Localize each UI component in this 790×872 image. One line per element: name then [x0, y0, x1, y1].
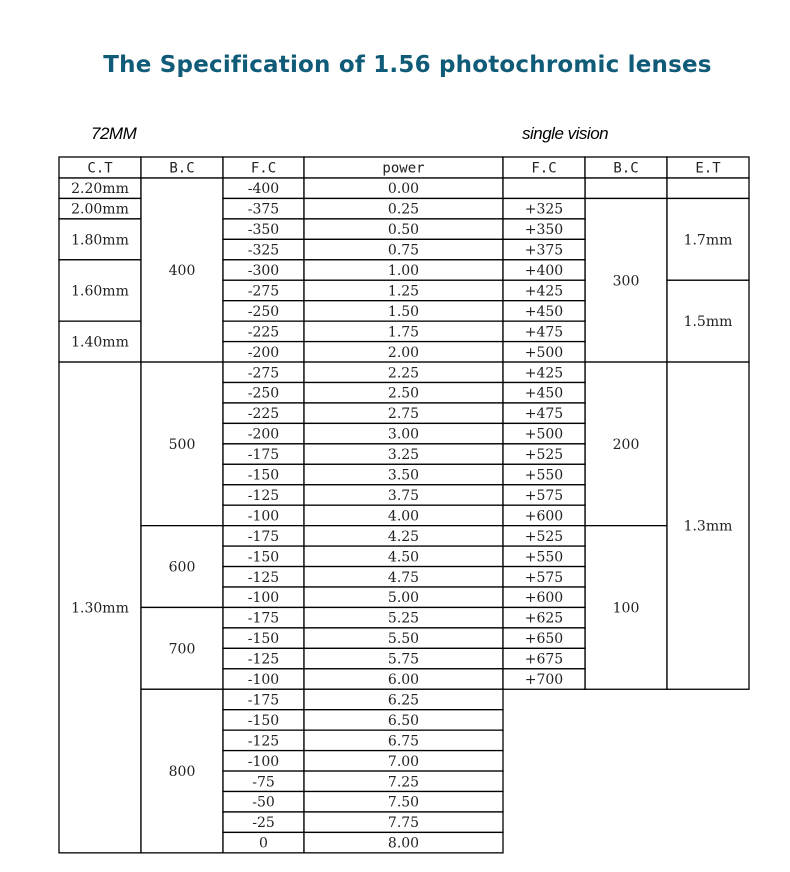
fc-left-value: -25	[252, 815, 275, 832]
bc-right-value-cell	[585, 178, 667, 198]
fc-right-value: +500	[524, 344, 564, 361]
power-value: 1.50	[387, 303, 420, 320]
fc-left-value: -400	[247, 181, 280, 198]
fc-left-value: -100	[247, 508, 280, 525]
power-value: 5.50	[387, 631, 420, 648]
fc-left-value: -200	[247, 344, 280, 361]
fc-left-value: -250	[247, 385, 280, 402]
fc-left-value: -175	[247, 610, 280, 627]
fc-right-value: +475	[524, 406, 564, 423]
fc-right-value: +500	[524, 426, 564, 443]
fc-left-value: -175	[247, 692, 280, 709]
fc-left-value: -100	[247, 672, 280, 689]
power-value: 8.00	[387, 835, 420, 852]
power-value: 6.00	[387, 672, 420, 689]
size-label: 72MM	[91, 124, 137, 143]
bc-left-value: 400	[168, 263, 196, 280]
fc-right-value: +600	[524, 508, 564, 525]
power-value: 3.50	[387, 467, 420, 484]
ct-value: 2.20mm	[71, 181, 129, 198]
header-fc-right: F.C	[531, 160, 557, 177]
fc-right-value: +525	[524, 528, 564, 545]
fc-left-value: 0	[259, 835, 268, 852]
fc-right-value: +425	[524, 283, 564, 300]
fc-right-value: +550	[524, 467, 564, 484]
fc-left-value: -175	[247, 528, 280, 545]
fc-right-value: +475	[524, 324, 564, 341]
fc-right-value: +375	[524, 242, 564, 259]
et-value: 1.7mm	[683, 232, 733, 249]
power-value: 3.25	[387, 447, 420, 464]
fc-right-value: +550	[524, 549, 564, 566]
header-et: E.T	[695, 160, 721, 177]
bc-right-value: 300	[612, 273, 640, 290]
fc-left-value: -325	[247, 242, 280, 259]
fc-left-value: -150	[247, 467, 280, 484]
power-value: 6.75	[387, 733, 420, 750]
fc-left-value: -100	[247, 753, 280, 770]
header-bc-right: B.C	[613, 160, 639, 177]
fc-left-value: -300	[247, 263, 280, 280]
power-value: 7.00	[387, 753, 420, 770]
power-value: 7.75	[387, 815, 420, 832]
power-value: 0.00	[387, 181, 420, 198]
fc-left-value: -125	[247, 487, 280, 504]
fc-left-value: -175	[247, 447, 280, 464]
power-value: 2.75	[387, 406, 420, 423]
ct-value: 1.30mm	[71, 600, 129, 617]
fc-right-value: +325	[524, 201, 564, 218]
fc-left-value: -225	[247, 324, 280, 341]
et-value: 1.5mm	[683, 314, 733, 331]
power-value: 1.75	[387, 324, 420, 341]
power-value: 4.75	[387, 569, 420, 586]
power-value: 2.25	[387, 365, 420, 382]
power-value: 0.25	[387, 201, 420, 218]
power-value: 5.25	[387, 610, 420, 627]
fc-left-value: -150	[247, 631, 280, 648]
header-fc-left: F.C	[250, 160, 277, 177]
power-value: 5.75	[387, 651, 420, 668]
power-value: 2.00	[387, 344, 420, 361]
fc-right-value: +575	[524, 569, 564, 586]
fc-left-value: -150	[247, 712, 280, 729]
fc-right-value: +650	[524, 631, 564, 648]
fc-left-value: -350	[247, 222, 280, 239]
fc-left-value: -275	[247, 365, 280, 382]
fc-left-value: -250	[247, 303, 280, 320]
fc-left-value: -225	[247, 406, 280, 423]
fc-right-value: +350	[524, 222, 564, 239]
ct-value: 1.40mm	[71, 334, 129, 351]
fc-right-value: +450	[524, 385, 564, 402]
power-value: 1.00	[387, 263, 420, 280]
fc-left-value: -200	[247, 426, 280, 443]
fc-left-value: -150	[247, 549, 280, 566]
bc-left-value: 700	[168, 641, 196, 658]
fc-left-value: -100	[247, 590, 280, 607]
power-value: 3.00	[387, 426, 420, 443]
fc-right-value: +450	[524, 303, 564, 320]
et-value: 1.3mm	[683, 518, 733, 535]
fc-right-value: +400	[524, 263, 564, 280]
header-bc-left: B.C	[169, 160, 195, 177]
power-value: 2.50	[387, 385, 420, 402]
fc-left-value: -50	[252, 794, 275, 811]
fc-right-value-cell	[503, 178, 585, 198]
ct-value: 2.00mm	[71, 201, 129, 218]
ct-value: 1.60mm	[71, 283, 129, 300]
power-value: 6.50	[387, 712, 420, 729]
ct-value: 1.80mm	[71, 232, 129, 249]
bc-left-value: 500	[168, 436, 196, 453]
fc-right-value: +625	[524, 610, 564, 627]
bc-left-value: 600	[168, 559, 196, 576]
power-value: 4.50	[387, 549, 420, 566]
power-value: 5.00	[387, 590, 420, 607]
fc-left-value: -125	[247, 733, 280, 750]
et-value-cell	[667, 178, 749, 198]
fc-left-value: -125	[247, 651, 280, 668]
fc-right-value: +600	[524, 590, 564, 607]
power-value: 0.50	[387, 222, 420, 239]
vision-type-label: single vision	[522, 124, 609, 143]
header-power: power	[382, 160, 425, 177]
power-value: 4.00	[387, 508, 420, 525]
power-value: 3.75	[387, 487, 420, 504]
power-value: 7.50	[387, 794, 420, 811]
fc-right-value: +575	[524, 487, 564, 504]
bc-right-value: 200	[612, 436, 640, 453]
fc-left-value: -125	[247, 569, 280, 586]
bc-right-value: 100	[612, 600, 640, 617]
fc-right-value: +700	[524, 672, 564, 689]
fc-left-value: -275	[247, 283, 280, 300]
power-value: 1.25	[387, 283, 420, 300]
fc-left-value: -375	[247, 201, 280, 218]
fc-left-value: -75	[252, 774, 275, 791]
fc-right-value: +525	[524, 447, 564, 464]
power-value: 6.25	[387, 692, 420, 709]
power-value: 7.25	[387, 774, 420, 791]
fc-right-value: +425	[524, 365, 564, 382]
fc-right-value: +675	[524, 651, 564, 668]
header-ct: C.T	[87, 160, 113, 177]
power-value: 0.75	[387, 242, 420, 259]
power-value: 4.25	[387, 528, 420, 545]
page-title: The Specification of 1.56 photochromic lenses	[103, 52, 712, 78]
bc-left-value: 800	[168, 764, 196, 781]
